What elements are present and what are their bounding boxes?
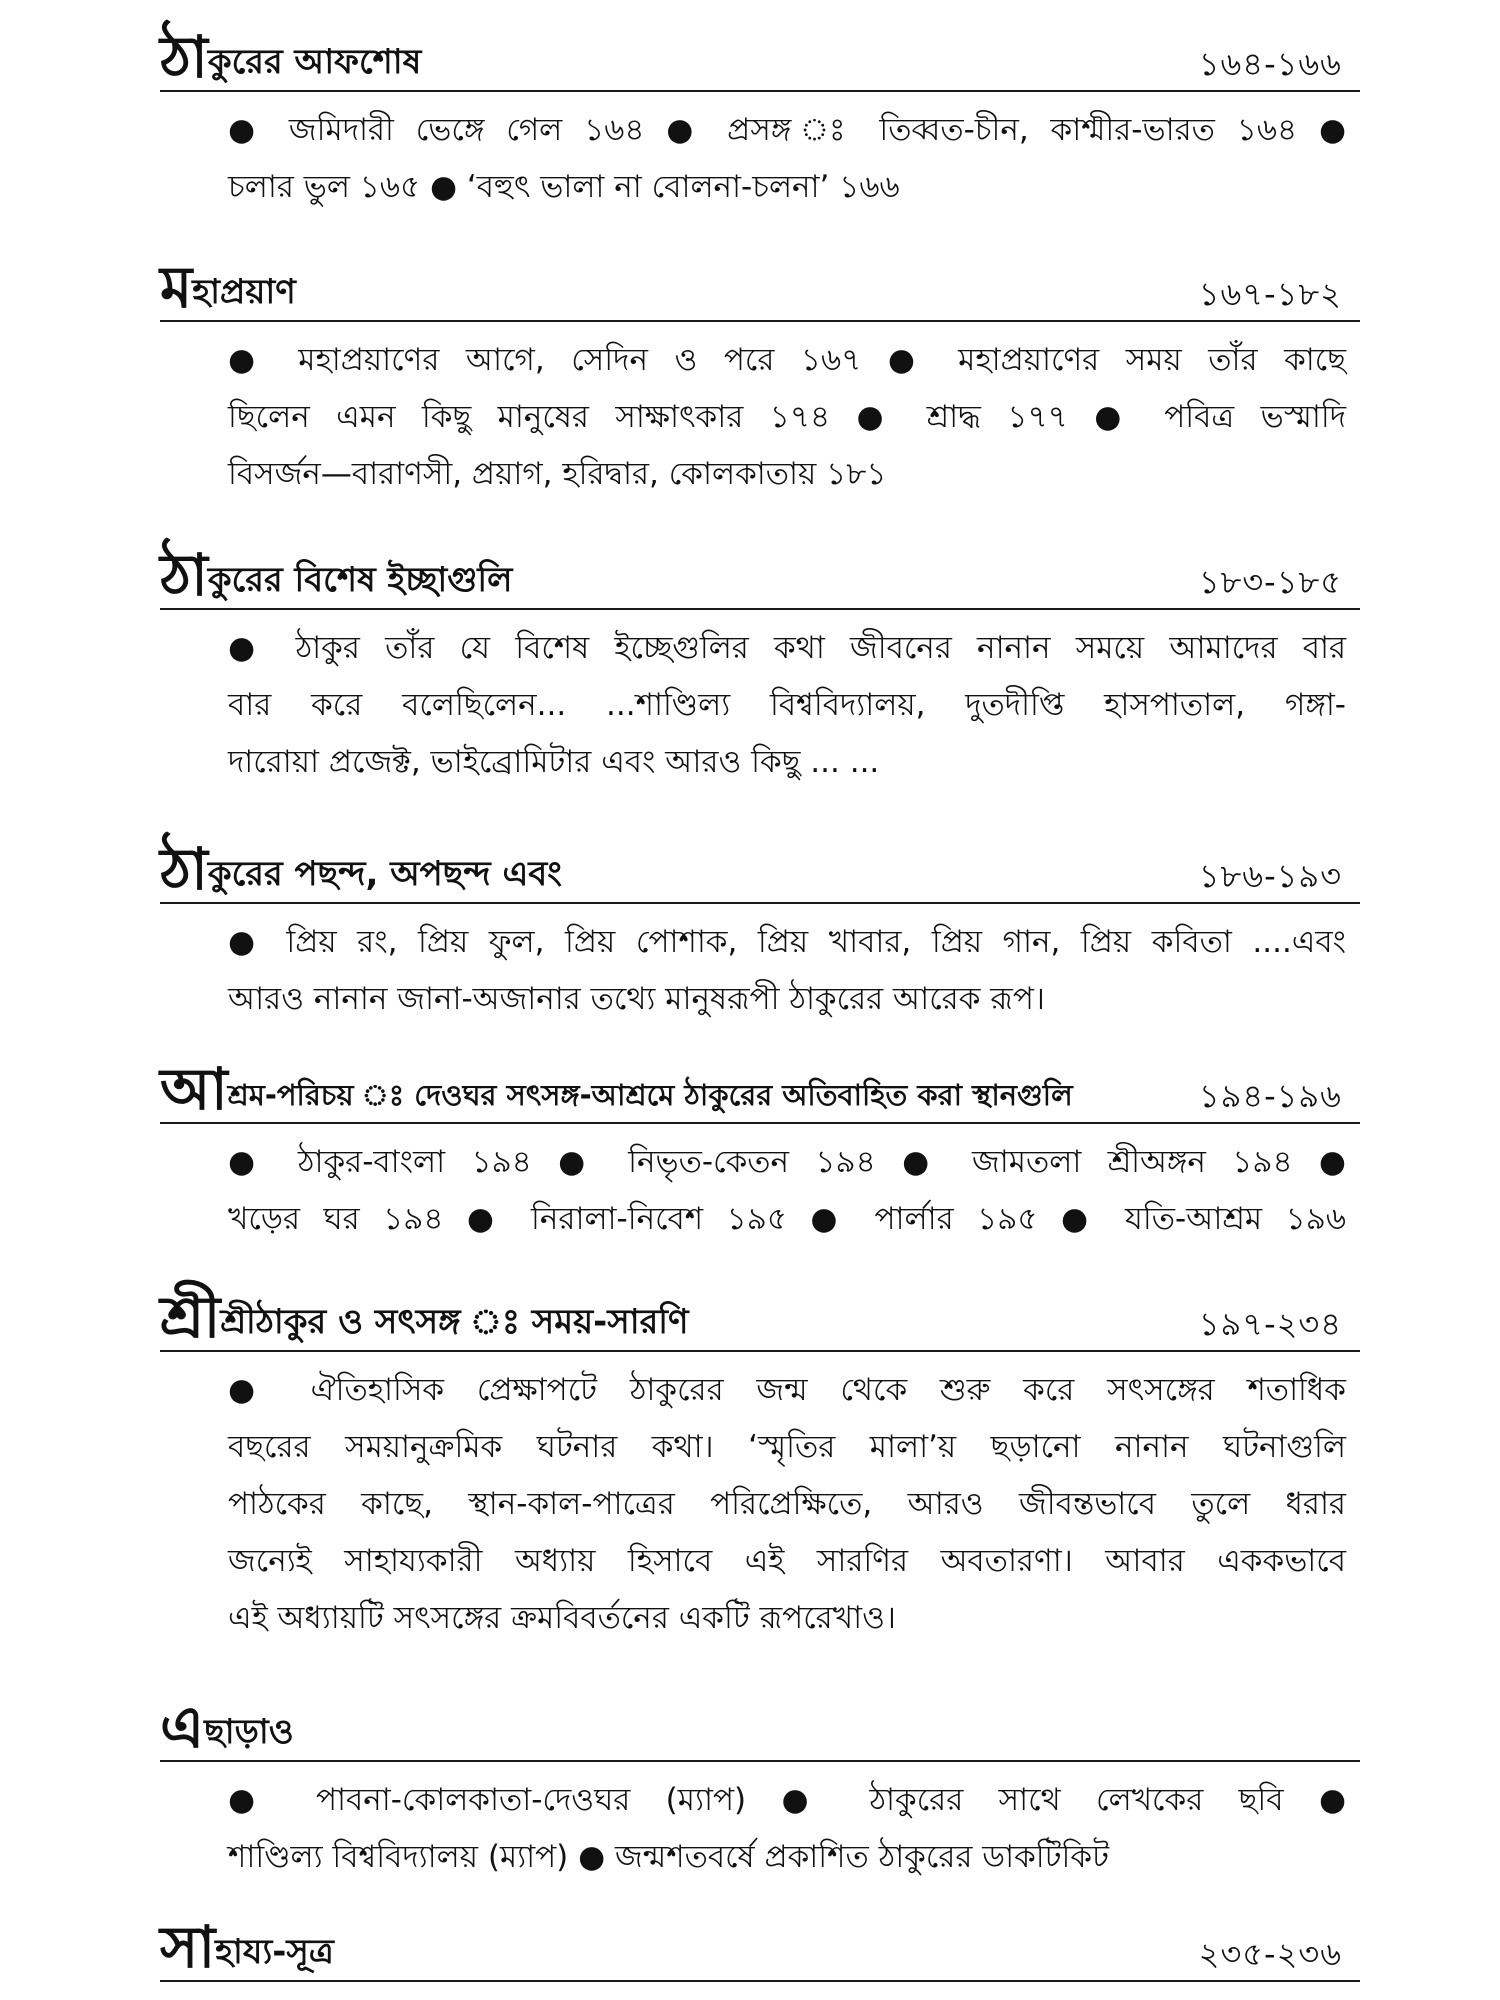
summary-line: আরও নানান জানা-অজানার তথ্যে মানুষরূপী ঠাকুরের আরেক রূপ। [228, 981, 1045, 1017]
title-text: কুরের বিশেষ ইচ্ছাগুলি [207, 560, 513, 600]
summary-line: শাণ্ডিল্য বিশ্ববিদ্যালয় (ম্যাপ) ● জন্মশতবর্ষে প্রকাশিত ঠাকুরের ডাকটিকিট [228, 1839, 1109, 1875]
summary-line: জন্যেই সাহায্যকারী অধ্যায় হিসাবে এই সারণির অবতারণা। আবার এককভাবে [228, 1543, 1346, 1579]
page-range: ১৯৪-১৯৬ [1198, 1077, 1342, 1115]
section-header [160, 1913, 1360, 1982]
title-initial: ম [160, 253, 193, 321]
page-range: ১৮৩-১৮৫ [1198, 563, 1342, 601]
title-text: কুরের পছন্দ, অপছন্দ এবং [207, 854, 562, 894]
title-initial: আ [160, 1055, 228, 1123]
title-initial: এ [160, 1693, 205, 1761]
title-initial: ঠা [160, 835, 208, 903]
summary-line: ছিলেন এমন কিছু মানুষের সাক্ষাৎকার ১৭৪ ● শ্রাদ্ধ ১৭৭ ● পবিত্র ভস্মাদি [228, 399, 1346, 435]
summary-line: দারোয়া প্রজেক্ট, ভাইব্রোমিটার এবং আরও কিছু ... ... [228, 744, 880, 780]
title-initial: সা [160, 1913, 216, 1981]
section-summary [228, 914, 1346, 1028]
toc-section [160, 1283, 1360, 1647]
summary-line: ● ঐতিহাসিক প্রেক্ষাপটে ঠাকুরের জন্ম থেকে শুরু করে সৎসঙ্গের শতাধিক [228, 1372, 1346, 1408]
toc-section [160, 23, 1360, 216]
title-text: ছাড়াও [204, 1712, 294, 1752]
toc-section [160, 835, 1360, 1028]
section-title [160, 1913, 334, 1981]
section-header [160, 541, 1360, 610]
summary-line: ● পাবনা-কোলকাতা-দেওঘর (ম্যাপ) ● ঠাকুরের সাথে লেখকের ছবি ● [228, 1782, 1346, 1818]
toc-section [160, 1693, 1360, 1886]
toc-section [160, 253, 1360, 503]
page-range: ১৬৭-১৮২ [1198, 275, 1342, 313]
section-summary [228, 332, 1346, 503]
section-title [160, 1693, 294, 1761]
section-summary [228, 1362, 1346, 1647]
summary-line: বিসর্জন—বারাণসী, প্রয়াগ, হরিদ্বার, কোলকাতায় ১৮১ [228, 456, 887, 492]
title-text: শ্রীঠাকুর ও সৎসঙ্গ ঃ সময়-সারণি [220, 1302, 689, 1342]
section-summary [228, 1772, 1346, 1886]
section-title [160, 835, 562, 903]
summary-line: চলার ভুল ১৬৫ ● ‘বহুৎ ভালা না বোলনা-চলনা’ ১৬৬ [228, 169, 900, 205]
toc-section [160, 1055, 1360, 1248]
page-range: ১৬৪-১৬৬ [1198, 45, 1342, 83]
page-range: ১৯৭-২৩৪ [1198, 1305, 1342, 1343]
title-text: হায্য-সূত্র [215, 1932, 334, 1972]
page-range: ১৮৬-১৯৩ [1198, 857, 1342, 895]
section-title [160, 23, 422, 91]
section-header [160, 1055, 1360, 1124]
summary-line: বছরের সময়ানুক্রমিক ঘটনার কথা। ‘স্মৃতির মালা’য় ছড়ানো নানান ঘটনাগুলি [228, 1429, 1346, 1465]
section-summary [228, 620, 1346, 791]
summary-line: বার করে বলেছিলেন... ...শাণ্ডিল্য বিশ্ববিদ্যালয়, দুতদীপ্তি হাসপাতাল, গঙ্গা- [228, 687, 1346, 723]
summary-line: খড়ের ঘর ১৯৪ ● নিরালা-নিবেশ ১৯৫ ● পার্লার ১৯৫ ● যতি-আশ্রম ১৯৬ [228, 1201, 1346, 1237]
title-text: কুরের আফশোষ [207, 42, 422, 82]
section-title [160, 1055, 1073, 1123]
title-initial: ঠা [160, 541, 208, 609]
section-title [160, 253, 296, 321]
section-summary [228, 102, 1346, 216]
section-header [160, 1693, 1360, 1762]
summary-line: পাঠকের কাছে, স্থান-কাল-পাত্রের পরিপ্রেক্ষিতে, আরও জীবন্তভাবে তুলে ধরার [228, 1486, 1346, 1522]
title-initial: ঠা [160, 23, 208, 91]
section-header [160, 253, 1360, 322]
section-header [160, 23, 1360, 92]
summary-line: ● মহাপ্রয়াণের আগে, সেদিন ও পরে ১৬৭ ● মহাপ্রয়াণের সময় তাঁর কাছে [228, 342, 1346, 378]
toc-section [160, 1913, 1360, 1982]
summary-line: এই অধ্যায়টি সৎসঙ্গের ক্রমবিবর্তনের একটি রূপরেখাও। [228, 1600, 896, 1636]
summary-line: ● প্রিয় রং, প্রিয় ফুল, প্রিয় পোশাক, প্রিয় খাবার, প্রিয় গান, প্রিয় কবিতা ....এবং [228, 924, 1346, 960]
summary-line: ● ঠাকুর তাঁর যে বিশেষ ইচ্ছেগুলির কথা জীবনের নানান সময়ে আমাদের বার [228, 630, 1346, 666]
title-text: শ্রম-পরিচয় ঃ দেওঘর সৎসঙ্গ-আশ্রমে ঠাকুরের অতিবাহিত করা স্থানগুলি [227, 1078, 1073, 1112]
page-range: ২৩৫-২৩৬ [1198, 1935, 1342, 1973]
section-header [160, 1283, 1360, 1352]
section-title [160, 1283, 689, 1351]
summary-line: ● জমিদারী ভেঙ্গে গেল ১৬৪ ● প্রসঙ্গ ঃ তিব্বত-চীন, কাশ্মীর-ভারত ১৬৪ ● [228, 112, 1346, 148]
section-title [160, 541, 513, 609]
toc-section [160, 541, 1360, 791]
title-initial: শ্রী [160, 1283, 221, 1351]
title-text: হাপ্রয়াণ [192, 272, 296, 312]
summary-line: ● ঠাকুর-বাংলা ১৯৪ ● নিভৃত-কেতন ১৯৪ ● জামতলা শ্রীঅঙ্গন ১৯৪ ● [228, 1144, 1346, 1180]
section-header [160, 835, 1360, 904]
section-summary [228, 1134, 1346, 1248]
